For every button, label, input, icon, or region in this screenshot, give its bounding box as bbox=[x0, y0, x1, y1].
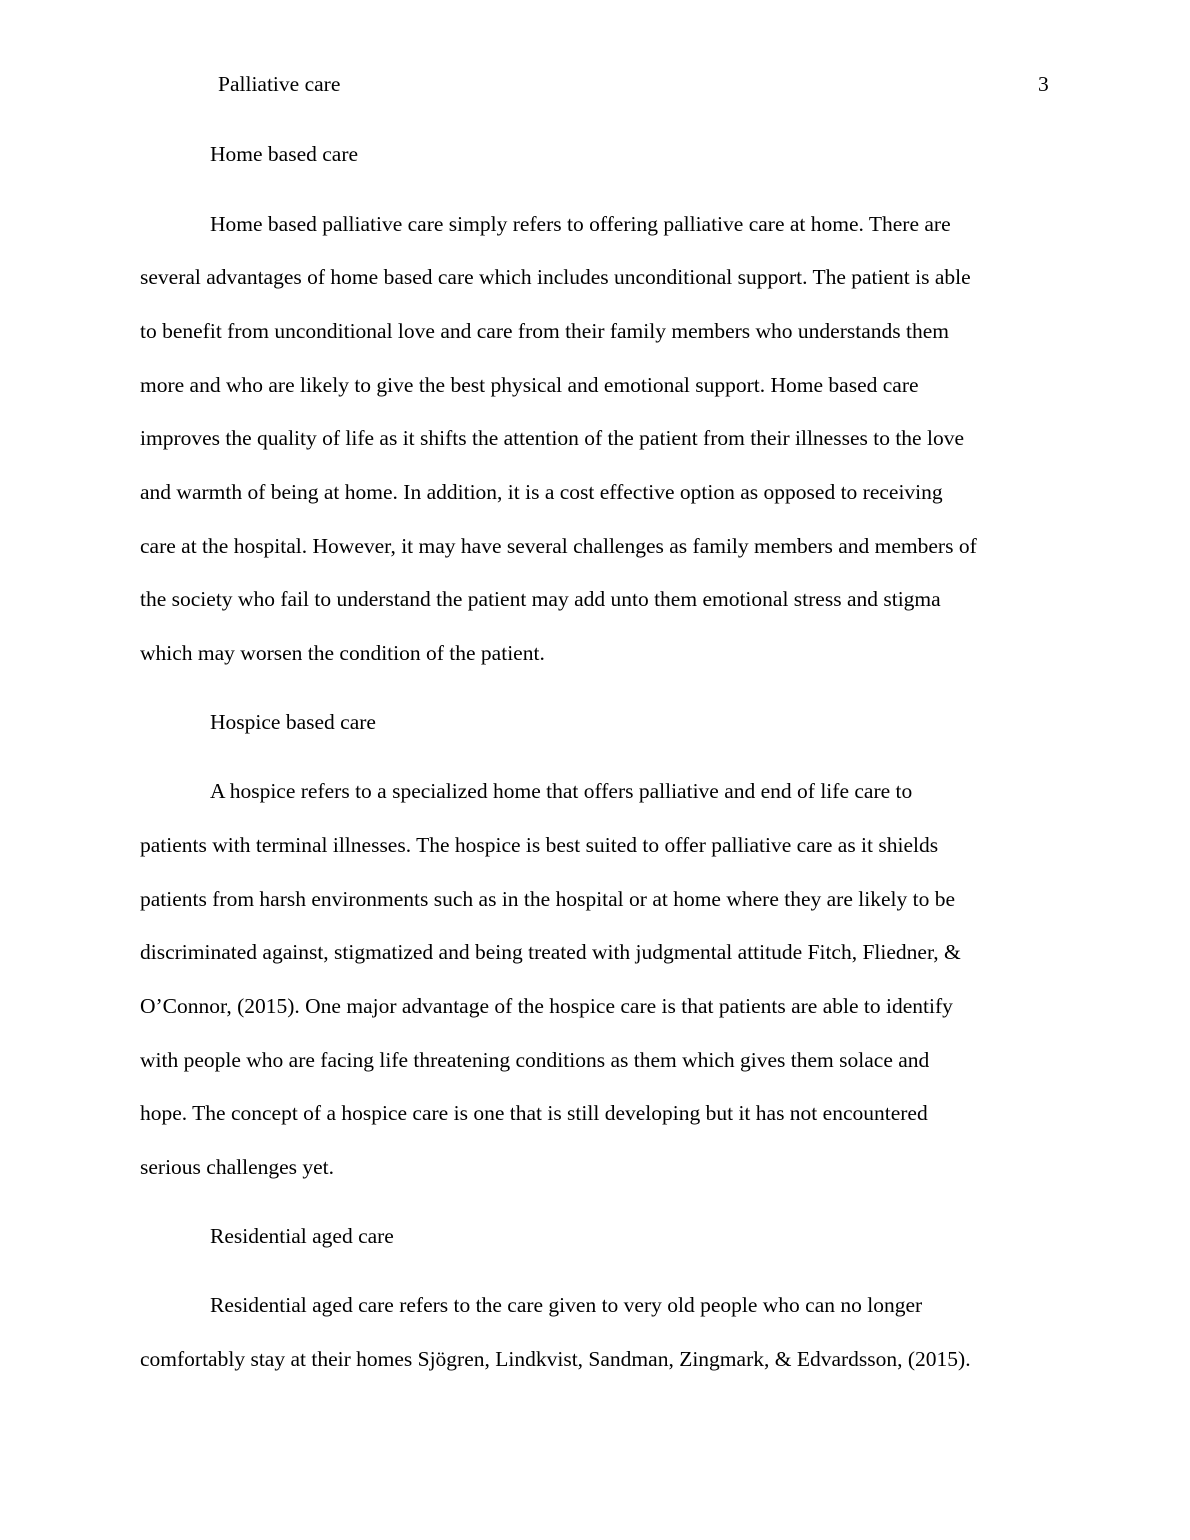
paragraph-line: with people who are facing life threatening conditions as them which gives them solace and bbox=[140, 1048, 930, 1072]
paragraph-line: serious challenges yet. bbox=[140, 1155, 335, 1179]
paragraph-line: Residential aged care refers to the care given to very old people who can no longer bbox=[210, 1293, 923, 1317]
paragraph-line: O’Connor, (2015). One major advantage of the hospice care is that patients are able to identify bbox=[140, 994, 953, 1018]
section-heading-home-based-care: Home based care bbox=[210, 142, 359, 166]
paragraph-line: Home based palliative care simply refers to offering palliative care at home. There are bbox=[210, 212, 951, 236]
paragraph-line: A hospice refers to a specialized home that offers palliative and end of life care to bbox=[210, 779, 913, 803]
section-heading-hospice-based-care: Hospice based care bbox=[210, 710, 376, 734]
section-heading-residential-aged-care: Residential aged care bbox=[210, 1224, 394, 1248]
paragraph-line: patients with terminal illnesses. The hospice is best suited to offer palliative care as it shields bbox=[140, 833, 939, 857]
paragraph-line: several advantages of home based care which includes unconditional support. The patient is able bbox=[140, 265, 971, 289]
paragraph-line: the society who fail to understand the patient may add unto them emotional stress and stigma bbox=[140, 587, 941, 611]
paragraph-line: to benefit from unconditional love and care from their family members who understands them bbox=[140, 319, 950, 343]
paragraph-line: improves the quality of life as it shifts the attention of the patient from their illnesses to the love bbox=[140, 426, 964, 450]
page-number: 3 bbox=[1038, 72, 1049, 96]
paragraph-line: more and who are likely to give the best physical and emotional support. Home based care bbox=[140, 373, 919, 397]
paragraph-line: comfortably stay at their homes Sjögren, Lindkvist, Sandman, Zingmark, & Edvardsson, (2015). bbox=[140, 1347, 971, 1371]
paragraph-line: which may worsen the condition of the patient. bbox=[140, 641, 545, 665]
paragraph-line: hope. The concept of a hospice care is one that is still developing but it has not encountered bbox=[140, 1101, 928, 1125]
paragraph-line: discriminated against, stigmatized and being treated with judgmental attitude Fitch, Fliedner, & bbox=[140, 940, 961, 964]
paragraph-line: care at the hospital. However, it may have several challenges as family members and members of bbox=[140, 534, 977, 558]
running-head: Palliative care bbox=[218, 72, 341, 96]
paragraph-line: and warmth of being at home. In addition, it is a cost effective option as opposed to receiving bbox=[140, 480, 943, 504]
paragraph-line: patients from harsh environments such as in the hospital or at home where they are likely to be bbox=[140, 887, 955, 911]
